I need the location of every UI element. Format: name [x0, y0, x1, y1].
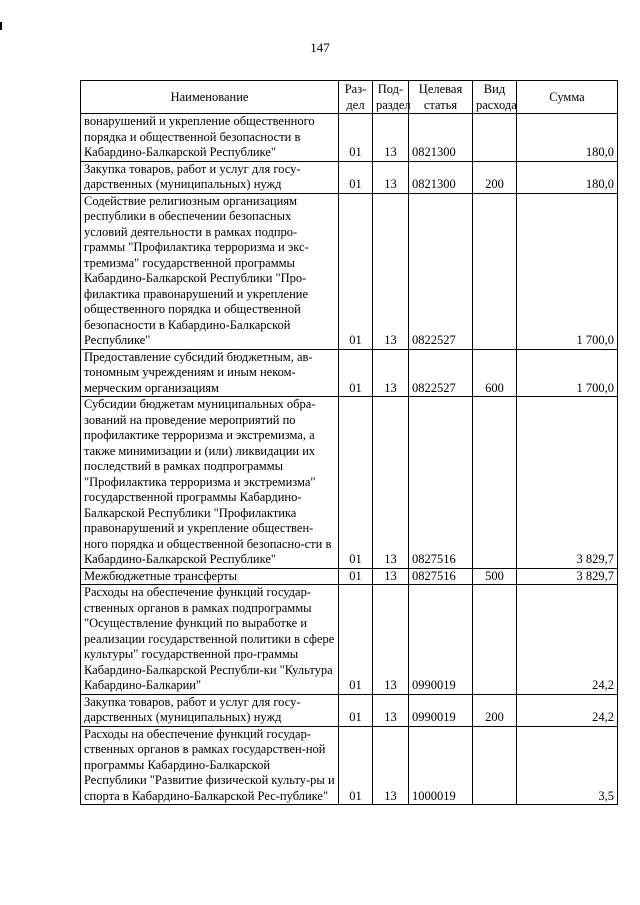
- table-row: [81, 694, 618, 726]
- header-name: Наименование: [81, 81, 339, 114]
- scan-edge-mark: [0, 22, 2, 30]
- row-expense-type-cell: [473, 114, 517, 162]
- header-subsection: Под- раздел: [373, 81, 409, 114]
- row-subsection-cell: 13: [373, 726, 409, 805]
- row-target-article-cell: 0821300: [409, 161, 473, 193]
- table-header-row: [81, 81, 618, 114]
- row-name-cell: Закупка товаров, работ и услуг для госу-дарственных (муниципальных) нужд: [81, 161, 339, 193]
- row-subsection-cell: 13: [373, 568, 409, 585]
- row-amount-cell: 3,5: [517, 726, 618, 805]
- row-amount-cell: 24,2: [517, 694, 618, 726]
- row-amount-cell: 1 700,0: [517, 349, 618, 397]
- row-section-cell: 01: [339, 694, 373, 726]
- row-amount-cell: 3 829,7: [517, 397, 618, 569]
- row-amount-cell: 24,2: [517, 585, 618, 695]
- table-body: [81, 114, 618, 805]
- row-subsection-cell: 13: [373, 397, 409, 569]
- row-subsection-cell: 13: [373, 349, 409, 397]
- row-amount-cell: 1 700,0: [517, 193, 618, 349]
- row-expense-type-cell: [473, 726, 517, 805]
- header-amount: Сумма: [517, 81, 618, 114]
- row-name-cell: вонарушений и укрепление общественного порядка и общественной безопасности в Кабардино-Балкарской Республике": [81, 114, 339, 162]
- table-row: [81, 568, 618, 585]
- row-expense-type-cell: 500: [473, 568, 517, 585]
- row-expense-type-cell: 200: [473, 161, 517, 193]
- row-name-cell: Межбюджетные трансферты: [81, 568, 339, 585]
- row-target-article-cell: 0822527: [409, 349, 473, 397]
- row-subsection-cell: 13: [373, 161, 409, 193]
- table-row: [81, 349, 618, 397]
- row-target-article-cell: 0990019: [409, 585, 473, 695]
- row-expense-type-cell: 200: [473, 694, 517, 726]
- row-name-cell: Закупка товаров, работ и услуг для госу-дарственных (муниципальных) нужд: [81, 694, 339, 726]
- table-row: [81, 585, 618, 695]
- row-expense-type-cell: [473, 193, 517, 349]
- row-section-cell: 01: [339, 114, 373, 162]
- table-row: [81, 397, 618, 569]
- row-section-cell: 01: [339, 585, 373, 695]
- row-name-cell: Содействие религиозным организациям республики в обеспечении безопасных условий деятельности в рамках подпро-граммы "Профилактика терроризма и экс-тремизма" государственной программы Кабардино-Балкарской Республики "Про-филактика правонарушений и укрепление общественного порядка и общественной безопасности в Кабардино-Балкарской Республике": [81, 193, 339, 349]
- row-section-cell: 01: [339, 349, 373, 397]
- row-subsection-cell: 13: [373, 694, 409, 726]
- row-name-cell: Расходы на обеспечение функций государ-ственных органов в рамках государствен-ной программы Кабардино-Балкарской Республики "Развитие физической культу-ры и спорта в Кабардино-Балкарской Рес-публике": [81, 726, 339, 805]
- row-amount-cell: 180,0: [517, 161, 618, 193]
- header-expense-type: Вид расхода: [473, 81, 517, 114]
- budget-table: [80, 80, 618, 805]
- row-subsection-cell: 13: [373, 114, 409, 162]
- row-expense-type-cell: [473, 397, 517, 569]
- row-target-article-cell: 0827516: [409, 397, 473, 569]
- row-target-article-cell: 0821300: [409, 114, 473, 162]
- row-target-article-cell: 1000019: [409, 726, 473, 805]
- header-section: Раз- дел: [339, 81, 373, 114]
- row-amount-cell: 180,0: [517, 114, 618, 162]
- table-row: [81, 114, 618, 162]
- row-subsection-cell: 13: [373, 585, 409, 695]
- row-section-cell: 01: [339, 161, 373, 193]
- row-target-article-cell: 0827516: [409, 568, 473, 585]
- header-target-article: Целевая статья: [409, 81, 473, 114]
- row-expense-type-cell: 600: [473, 349, 517, 397]
- row-name-cell: Расходы на обеспечение функций государ-ственных органов в рамках подпрограммы "Осуществление функций по выработке и реализации государственной политики в сфере культуры" государственной про-граммы Кабардино-Балкарской Республи-ки "Культура Кабардино-Балкарии": [81, 585, 339, 695]
- row-expense-type-cell: [473, 585, 517, 695]
- row-subsection-cell: 13: [373, 193, 409, 349]
- row-target-article-cell: 0990019: [409, 694, 473, 726]
- table-row: [81, 161, 618, 193]
- row-name-cell: Предоставление субсидий бюджетным, ав-тономным учреждениям и иным неком-мерческим организациям: [81, 349, 339, 397]
- row-target-article-cell: 0822527: [409, 193, 473, 349]
- row-section-cell: 01: [339, 193, 373, 349]
- row-amount-cell: 3 829,7: [517, 568, 618, 585]
- row-section-cell: 01: [339, 568, 373, 585]
- table-row: [81, 193, 618, 349]
- table-row: [81, 726, 618, 805]
- row-name-cell: Субсидии бюджетам муниципальных обра-зований на проведение мероприятий по профилактике терроризма и экстремизма, а также минимизации и (или) ликвидации их последствий в рамках подпрограммы "Профилактика терроризма и экстремизма" государственной программы Кабардино-Балкарской Республики "Профилактика правонарушений и укрепление обществен-ного порядка и общественной безопасно-сти в Кабардино-Балкарской Республике": [81, 397, 339, 569]
- row-section-cell: 01: [339, 397, 373, 569]
- page-number: 147: [310, 40, 330, 55]
- row-section-cell: 01: [339, 726, 373, 805]
